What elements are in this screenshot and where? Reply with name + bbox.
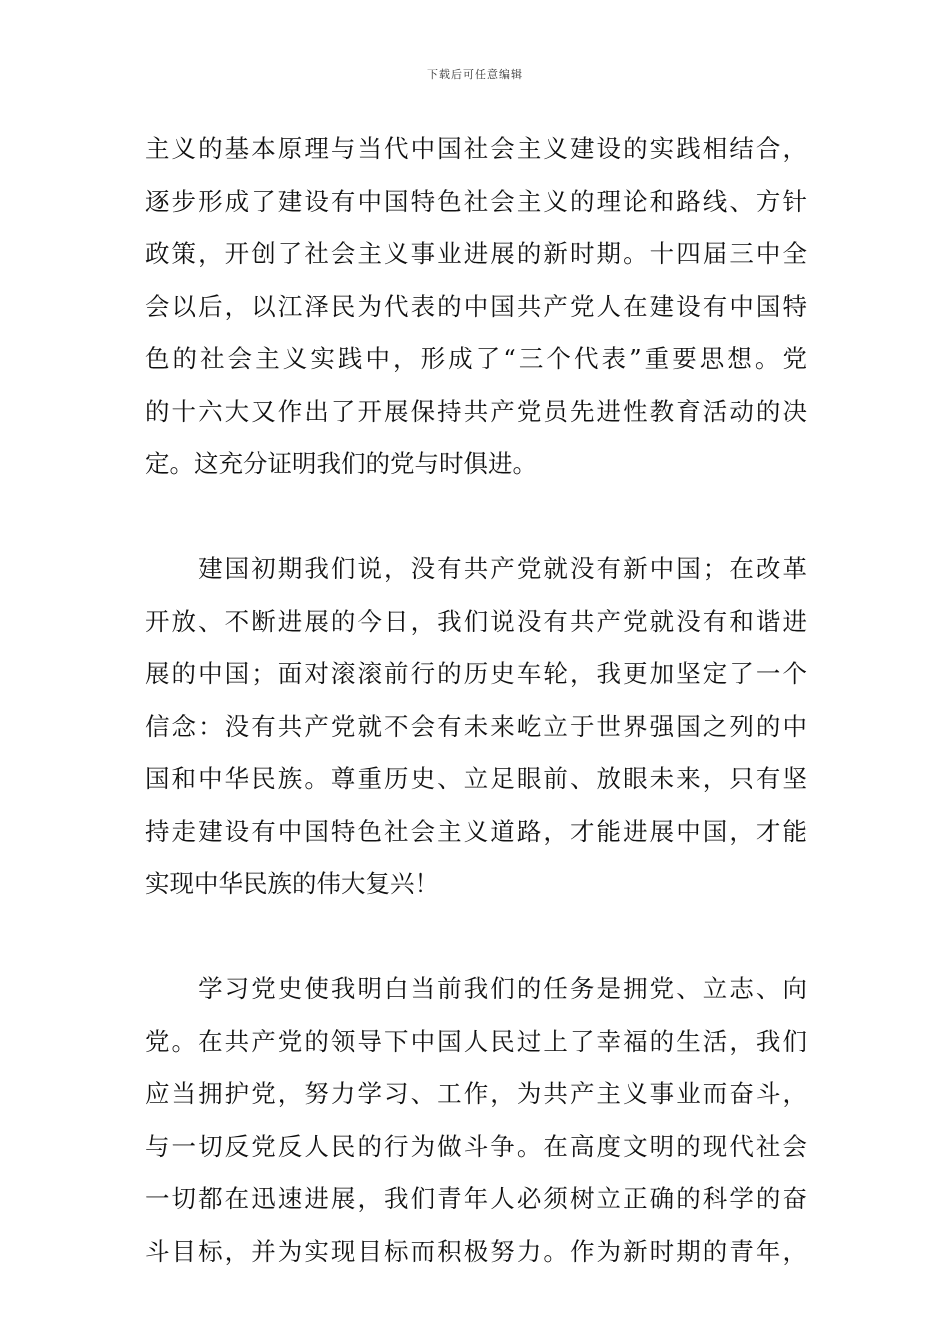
text-line: 展的中国；面对滚滚前行的历史车轮，我更加坚定了一个	[145, 659, 807, 688]
text-line: 会以后，以江泽民为代表的中国共产党人在建设有中国特	[145, 291, 807, 321]
text-line: 持走建设有中国特色社会主义道路，才能进展中国，才能	[145, 816, 807, 846]
text-line: 政策，开创了社会主义事业进展的新时期。十四届三中全	[145, 239, 807, 268]
text-line: 逐步形成了建设有中国特色社会主义的理论和路线、方针	[145, 186, 807, 216]
paragraph-2	[145, 543, 807, 911]
text-line: 一切都在迅速进展，我们青年人必须树立正确的科学的奋	[145, 1184, 807, 1213]
text-line: 开放、不断进展的今日，我们说没有共产党就没有和谐进	[145, 606, 807, 636]
text-line: 的十六大又作出了开展保持共产党员先进性教育活动的决	[145, 396, 807, 426]
text-line: 信念：没有共产党就不会有未来屹立于世界强国之列的中	[145, 711, 807, 741]
paragraph-spacer	[145, 491, 807, 544]
text-line: 建国初期我们说，没有共产党就没有新中国；在改革	[145, 554, 807, 583]
text-line: 主义的基本原理与当代中国社会主义建设的实践相结合，	[145, 134, 807, 163]
text-line: 国和中华民族。尊重历史、立足眼前、放眼未来，只有坚	[145, 764, 807, 793]
text-line: 定。这充分证明我们的党与时俱进。	[145, 449, 537, 478]
page-header: 下载后可任意编辑	[427, 68, 523, 81]
text-line: 学习党史使我明白当前我们的任务是拥党、立志、向	[145, 974, 807, 1003]
document-body	[145, 123, 807, 1278]
paragraph-3	[145, 963, 807, 1278]
text-line: 应当拥护党，努力学习、工作，为共产主义事业而奋斗，	[145, 1079, 807, 1108]
text-line: 与一切反党反人民的行为做斗争。在高度文明的现代社会	[145, 1131, 807, 1161]
text-line: 斗目标，并为实现目标而积极努力。作为新时期的青年，	[145, 1236, 807, 1266]
paragraph-spacer	[145, 911, 807, 964]
paragraph-1	[145, 123, 807, 491]
text-line: 党。在共产党的领导下中国人民过上了幸福的生活，我们	[145, 1026, 807, 1056]
text-line: 实现中华民族的伟大复兴！	[145, 869, 439, 898]
text-line: 色的社会主义实践中，形成了“三个代表”重要思想。党	[145, 344, 807, 373]
